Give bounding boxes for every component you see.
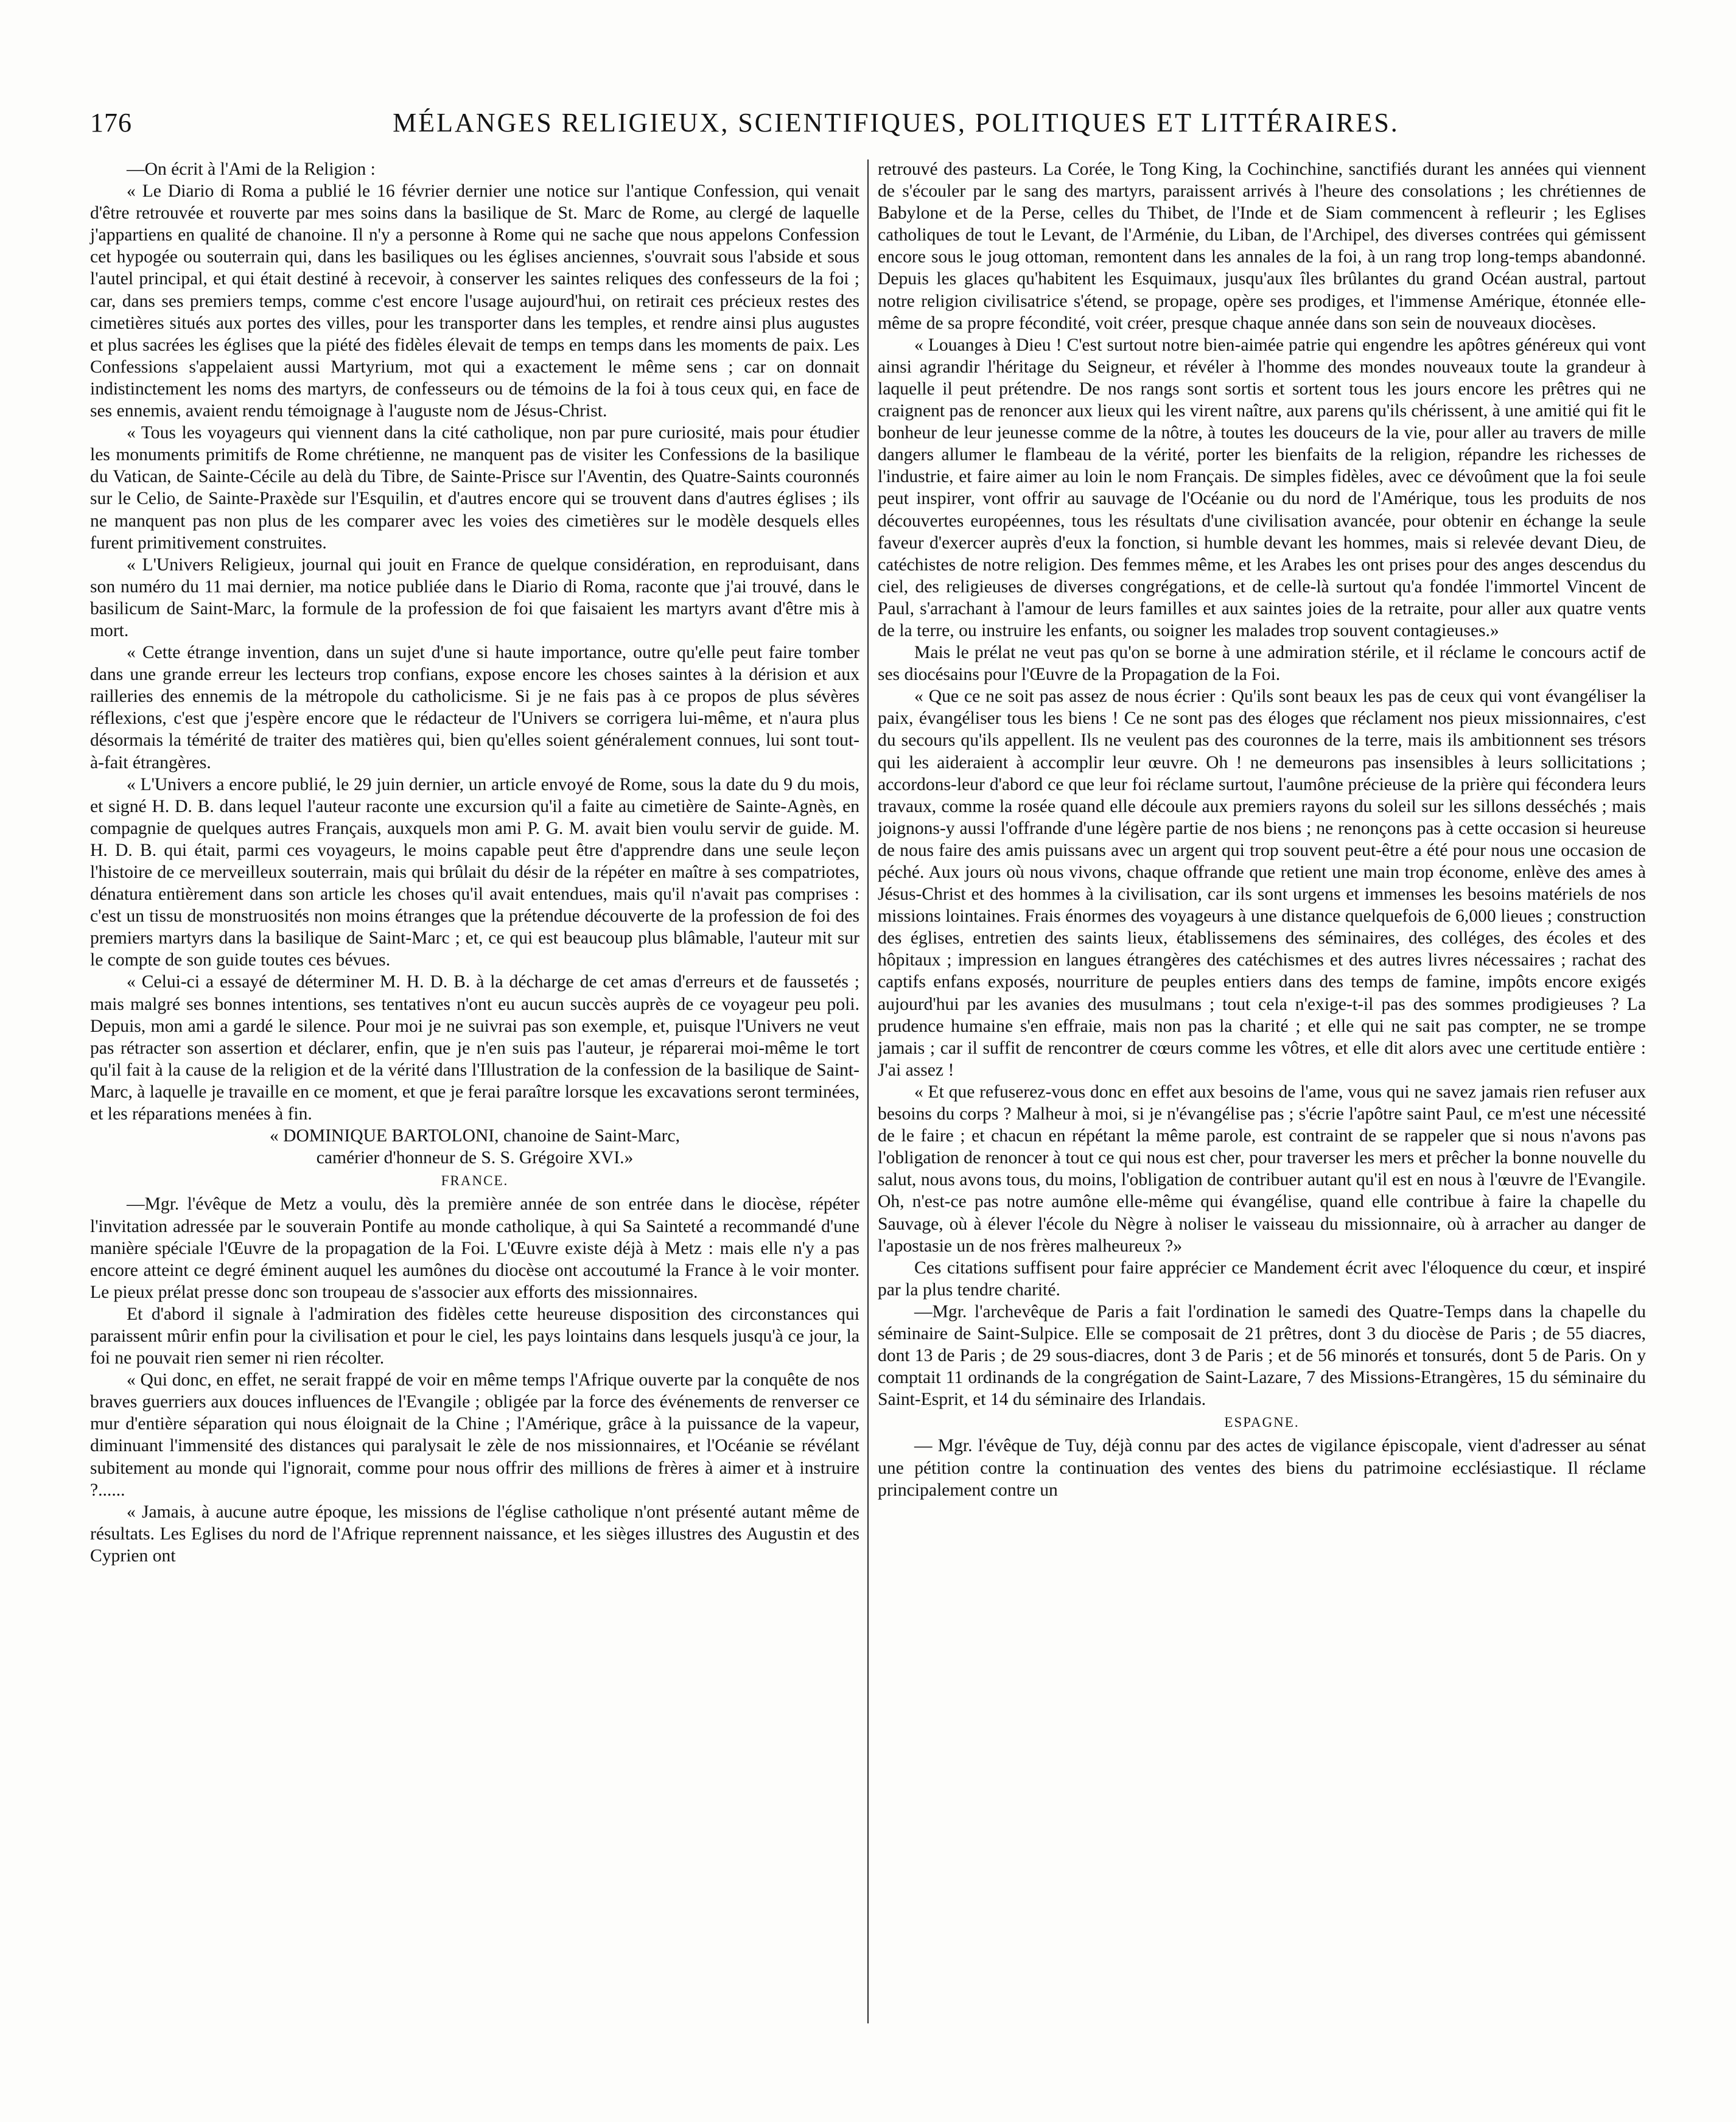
paragraph: retrouvé des pasteurs. La Corée, le Tong King, la Cochinchine, sanctifiés durant les années qui viennent de s'écouler par le sang des martyrs, paraissent arrivés à l'heure des consolations ; les chrétiennes de Babylone et de la Perse, celles du Thibet, de l'Inde et de Siam commencent à refleurir ; les Eglises catholiques de tout le Levant, de l'Arménie, du Liban, de l'Archipel, des diverses contrées qui gémissent encore sous le joug ottoman, remontent dans les annales de la foi, à un rang trop long-temps abandonné. Depuis les glaces qu'habitent les Esquimaux, jusqu'aux îles brûlantes du grand Océan austral, partout notre religion civilisatrice s'étend, se propage, opère ses prodiges, et l'immense Amérique, étonnée elle-même de sa propre fécondité, voit créer, presque chaque année dans son sein de nouveaux diocèses. (878, 159, 1646, 333)
paragraph: — Mgr. l'évêque de Tuy, déjà connu par des actes de vigilance épiscopale, vient d'adresser au sénat une pétition contre la continuation des ventes des biens du patrimoine ecclésiastique. Il réclame principalement contre un (878, 1436, 1646, 1500)
paragraph: « Celui-ci a essayé de déterminer M. H. D. B. à la décharge de cet amas d'erreurs et de faussetés ; mais malgré ses bonnes intentions, ses tentatives n'ont eu aucun succès auprès de ce voyageur peu poli. Depuis, mon ami a gardé le silence. Pour moi je ne suivrai pas son exemple, et, puisque l'Univers ne veut pas rétracter son assertion et déclarer, enfin, que je n'en suis pas l'auteur, je réparerai moi-même le tort qu'il fait à la cause de la religion et de la vérité dans l'Illustration de la confession de la basilique de Saint-Marc, à laquelle je travaille en ce moment, et que je ferai paraître lorsque les excavations seront terminées, et les réparations menées à fin. (90, 972, 859, 1124)
paragraph: « Louanges à Dieu ! C'est surtout notre bien-aimée patrie qui engendre les apôtres généreux qui vont ainsi agrandir l'héritage du Seigneur, et révéler à l'homme des mondes nouveaux toute la grandeur à laquelle il peut prétendre. De nos rangs sont sortis et sortent tous les jours encore les prêtres qui ne craignent pas de renoncer aux lieux qui les virent naître, aux parens qu'ils chérissent, à une amitié qui fit le bonheur de leur jeunesse comme de la nôtre, à toutes les douceurs de la vie, pour aller au travers de mille dangers allumer le flambeau de la vérité, porter les bienfaits de la religion, répandre les richesses de l'industrie, et faire aimer au loin le nom Français. De simples fidèles, avec ce dévoûment que la foi seule peut inspirer, vont offrir au sauvage de l'Océanie ou du nord de l'Amérique, tous les produits de nos découvertes européennes, tous les résultats d'une civilisation avancée, pour obtenir en échange la seule faveur d'exercer auprès d'eux la fonction, si humble devant les hommes, mais si relevée devant Dieu, de catéchistes de notre religion. Des femmes même, et les Arabes les ont prises pour des anges descendus du ciel, des religieuses de diverses congrégations, et de celle-là surtout qu'a fondée l'immortel Vincent de Paul, s'arrachant à l'amour de leurs familles et aux saintes joies de la retraite, pour aller aux quatre vents de la terre, ou instruire les enfants, ou soigner les malades trop souvent contagieuses.» (878, 335, 1646, 640)
paragraph: « Et que refuserez-vous donc en effet aux besoins de l'ame, vous qui ne savez jamais rien refuser aux besoins du corps ? Malheur à moi, si je n'évangélise pas ; s'écrie l'apôtre saint Paul, ce m'est une nécessité de le faire ; et chacun en répétant la même parole, est contraint de se rappeler que si nous n'avons pas l'obligation de renoncer à tout ce qui nous est cher, pour traverser les mers et prêcher la bonne nouvelle du salut, nous avons tous, du moins, l'obligation de contribuer autant qu'il est en nous à l'œuvre de l'Evangile. Oh, n'est-ce pas notre aumône elle-même qui évangélise, quand elle contribue à faire la chapelle du Sauvage, où à élever l'école du Nègre à noliser le vaisseau du missionnaire, où à arracher au danger de l'apostasie un de nos frères malheureux ?» (878, 1082, 1646, 1256)
paragraph: « Tous les voyageurs qui viennent dans la cité catholique, non par pure curiosité, mais pour étudier les monuments primitifs de Rome chrétienne, ne manquent pas de visiter les Confessions de la basilique du Vatican, de Sainte-Cécile au delà du Tibre, de Sainte-Prisce sur l'Aventin, des Quatre-Saints couronnés sur le Celio, de Sainte-Praxède sur l'Esquilin, et d'autres encore qui se trouvent dans d'autres églises ; ils ne manquent pas non plus de les comparer avec les voies des cimetières sur le modèle desquels elles furent primitivement construites. (90, 423, 859, 553)
paragraph: —Mgr. l'évêque de Metz a voulu, dès la première année de son entrée dans le diocèse, répéter l'invitation adressée par le souverain Pontife au monde catholique, à qui Sa Sainteté a recommandé d'une manière spéciale l'Œuvre de la propagation de la Foi. L'Œuvre existe déjà à Metz : mais elle n'y a pas encore atteint ce degré éminent auquel les aumônes du diocèse ont accoutumé la France à le voir monter. Le pieux prélat presse donc son troupeau de s'associer aux efforts des missionnaires. (90, 1194, 859, 1302)
paragraph: « L'Univers a encore publié, le 29 juin dernier, un article envoyé de Rome, sous la date du 9 du mois, et signé H. D. B. dans lequel l'auteur raconte une excursion qu'il a faite au cimetière de Sainte-Agnès, en compagnie de quelques autres Français, auxquels mon ami P. G. M. avait bien voulu servir de guide. M. H. D. B. qui était, parmi ces voyageurs, le moins capable peut être d'apprendre dans une seule leçon l'histoire de ce merveilleux souterrain, mais qui brûlait du désir de la répéter en maître à ses compatriotes, dénatura entièrement dans son article les choses qu'il avait entendues, mais qu'il n'avait pas comprises : c'est un tissu de monstruosités non moins étranges que la prétendue découverte de la profession de foi des premiers martyrs dans la basilique de Saint-Marc ; et, ce qui est beaucoup plus blâmable, l'auteur mit sur le compte de son guide toutes ces bévues. (90, 774, 859, 970)
left-column (90, 158, 859, 1567)
paragraph: Mais le prélat ne veut pas qu'on se borne à une admiration stérile, et il réclame le concours actif de ses diocésains pour l'Œuvre de la Propagation de la Foi. (878, 643, 1646, 685)
paragraph: « L'Univers Religieux, journal qui jouit en France de quelque considération, en reproduisant, dans son numéro du 11 mai dernier, ma notice publiée dans le Diario di Roma, raconte que j'ai trouvé, dans le basilicum de Saint-Marc, la formule de la profession de foi que faisaient les martyrs avant d'être mis à mort. (90, 555, 859, 640)
section-heading-espagne: ESPAGNE. (1224, 1415, 1300, 1430)
column-divider (867, 159, 869, 2023)
paragraph: « Jamais, à aucune autre époque, les missions de l'église catholique n'ont présenté autant même de résultats. Les Eglises du nord de l'Afrique reprennent naissance, et les sièges illustres des Augustin et des Cyprien ont (90, 1502, 859, 1566)
paragraph: —Mgr. l'archevêque de Paris a fait l'ordination le samedi des Quatre-Temps dans la chapelle du séminaire de Saint-Sulpice. Elle se composait de 21 prêtres, dont 3 du diocèse de Paris ; de 55 diacres, dont 13 de Paris ; de 29 sous-diacres, dont 3 de Paris ; et de 56 minorés et tonsurés, dont 5 de Paris. On y comptait 11 ordinands de la congrégation de Saint-Lazare, 7 des Missions-Etrangères, 15 du séminaire du Saint-Esprit, et 14 du séminaire des Irlandais. (878, 1301, 1646, 1410)
paragraph: « Que ce ne soit pas assez de nous écrier : Qu'ils sont beaux les pas de ceux qui vont évangéliser la paix, évangéliser tous les biens ! Ce ne sont pas des éloges que réclament nos pieux missionnaires, c'est du secours qu'ils appellent. Ils ne veulent pas des couronnes de la terre, mais ils ambitionnent ses trésors qui les aideraient à accomplir leur œuvre. Oh ! ne demeurons pas insensibles à leurs sollicitations ; accordons-leur d'abord ce que leur foi réclame surtout, l'aumône précieuse de la prière qui fécondera leurs travaux, comme la rosée quand elle découle aux premiers rayons du soleil sur les sillons desséchés ; mais joignons-y aussi l'offrande d'une légère partie de nos biens ; ne renonçons pas à cette occasion si heureuse de nous faire des amis puissans avec un argent qui trop souvent peut-être a été pour nous une occasion de péché. Aux jours où nous vivons, chaque offrande que retient une main trop économe, enlève des ames à Jésus-Christ et des hommes à la civilisation, car ils sont urgens et immenses les besoins matériels de nos missions lointaines. Frais énormes des voyageurs à une distance quelquefois de 6,000 lieues ; construction des églises, entretien des saints lieux, établissemens des séminaires, des colléges, des écoles et des hôpitaux ; impression en langues étrangères des catéchismes et des autres livres nécessaires ; rachat des captifs enfans exposés, nourriture de peuples entiers dans des temps de famine, impôts encore exigés aujourd'hui par les avanies des musulmans ; tout cela n'exige-t-il pas des sommes prodigieuses ? La prudence humaine s'en effraie, mais non pas la charité ; et elle qui ne sait pas compter, ne se trompe jamais ; car il suffit de rencontrer de cœurs comme les vôtres, et elle dit alors avec une certitude entière : J'ai assez ! (878, 687, 1646, 1080)
paragraph: —On écrit à l'Ami de la Religion : (127, 159, 376, 179)
signature-line: « DOMINIQUE BARTOLONI, chanoine de Saint-Marc, (269, 1126, 681, 1146)
paragraph: Ces citations suffisent pour faire apprécier ce Mandement écrit avec l'éloquence du cœur, et inspiré par la plus tendre charité. (878, 1258, 1646, 1300)
page-number: 176 (90, 108, 132, 138)
paragraph: Et d'abord il signale à l'admiration des fidèles cette heureuse disposition des circonstances qui paraissent mûrir enfin pour la civilisation et pour le ciel, les pays lointains dans lesquels jusqu'à ce jour, la foi ne pouvait rien semer ni rien récolter. (90, 1304, 859, 1368)
paragraph: « Le Diario di Roma a publié le 16 février dernier une notice sur l'antique Confession, qui venait d'être retrouvée et rouverte par mes soins dans la basilique de St. Marc de Rome, au clergé de laquelle j'appartiens en qualité de chanoine. Il n'y a personne à Rome qui ne sache que nous appelons Confession cet hypogée ou souterrain qui, dans les basiliques ou les églises anciennes, s'ouvrait sous l'abside et sous l'autel principal, et qui était destiné à recevoir, à conserver les saintes reliques des confesseurs de la foi ; car, dans ses premiers temps, comme c'est encore l'usage aujourd'hui, on retirait ces précieux restes des cimetières situés aux portes des villes, pour les transporter dans les temples, et rendre ainsi plus augustes et plus sacrées les églises que la piété des fidèles élevait de temps en temps dans les moments de paix. Les Confessions s'appelaient aussi Martyrium, mot qui a exactement le même sens ; car on donnait indistinctement les noms des martyrs, de confesseurs ou de témoins de la foi à tous ceux qui, en face de ses ennemis, avaient rendu témoignage à l'auguste nom de Jésus-Christ. (90, 181, 859, 421)
paragraph: « Cette étrange invention, dans un sujet d'une si haute importance, outre qu'elle peut faire tomber dans une grande erreur les lecteurs trop confians, expose encore les choses saintes à la dérision et aux railleries des ennemis de la métropole du catholicisme. Si je ne fais pas à ce propos de plus sévères réflexions, c'est que j'espère encore que le rédacteur de l'Univers se corrigera lui-même, et n'aura plus désormais la témérité de traiter des matières qui, bien qu'elles soient généralement connues, lui sont tout-à-fait étrangères. (90, 643, 859, 772)
paragraph: « Qui donc, en effet, ne serait frappé de voir en même temps l'Afrique ouverte par la conquête de nos braves guerriers aux douces influences de l'Evangile ; obligée par la force des événements de renverser ce mur d'entière séparation qui nous éloignait de la Chine ; l'Amérique, grâce à la puissance de la vapeur, diminuant l'immensité des distances qui paralysait le zèle de nos missionnaires, et l'Océanie se révélant subitement au monde qui l'ignorait, comme pour nous offrir des millions de frères à aimer et à instruire ?...... (90, 1370, 859, 1500)
section-heading-france: FRANCE. (441, 1173, 509, 1189)
signature-line: camérier d'honneur de S. S. Grégoire XVI.» (316, 1148, 634, 1168)
right-column (878, 158, 1646, 1501)
running-title: MÉLANGES RELIGIEUX, SCIENTIFIQUES, POLITIQUES ET LITTÉRAIRES. (393, 108, 1399, 138)
